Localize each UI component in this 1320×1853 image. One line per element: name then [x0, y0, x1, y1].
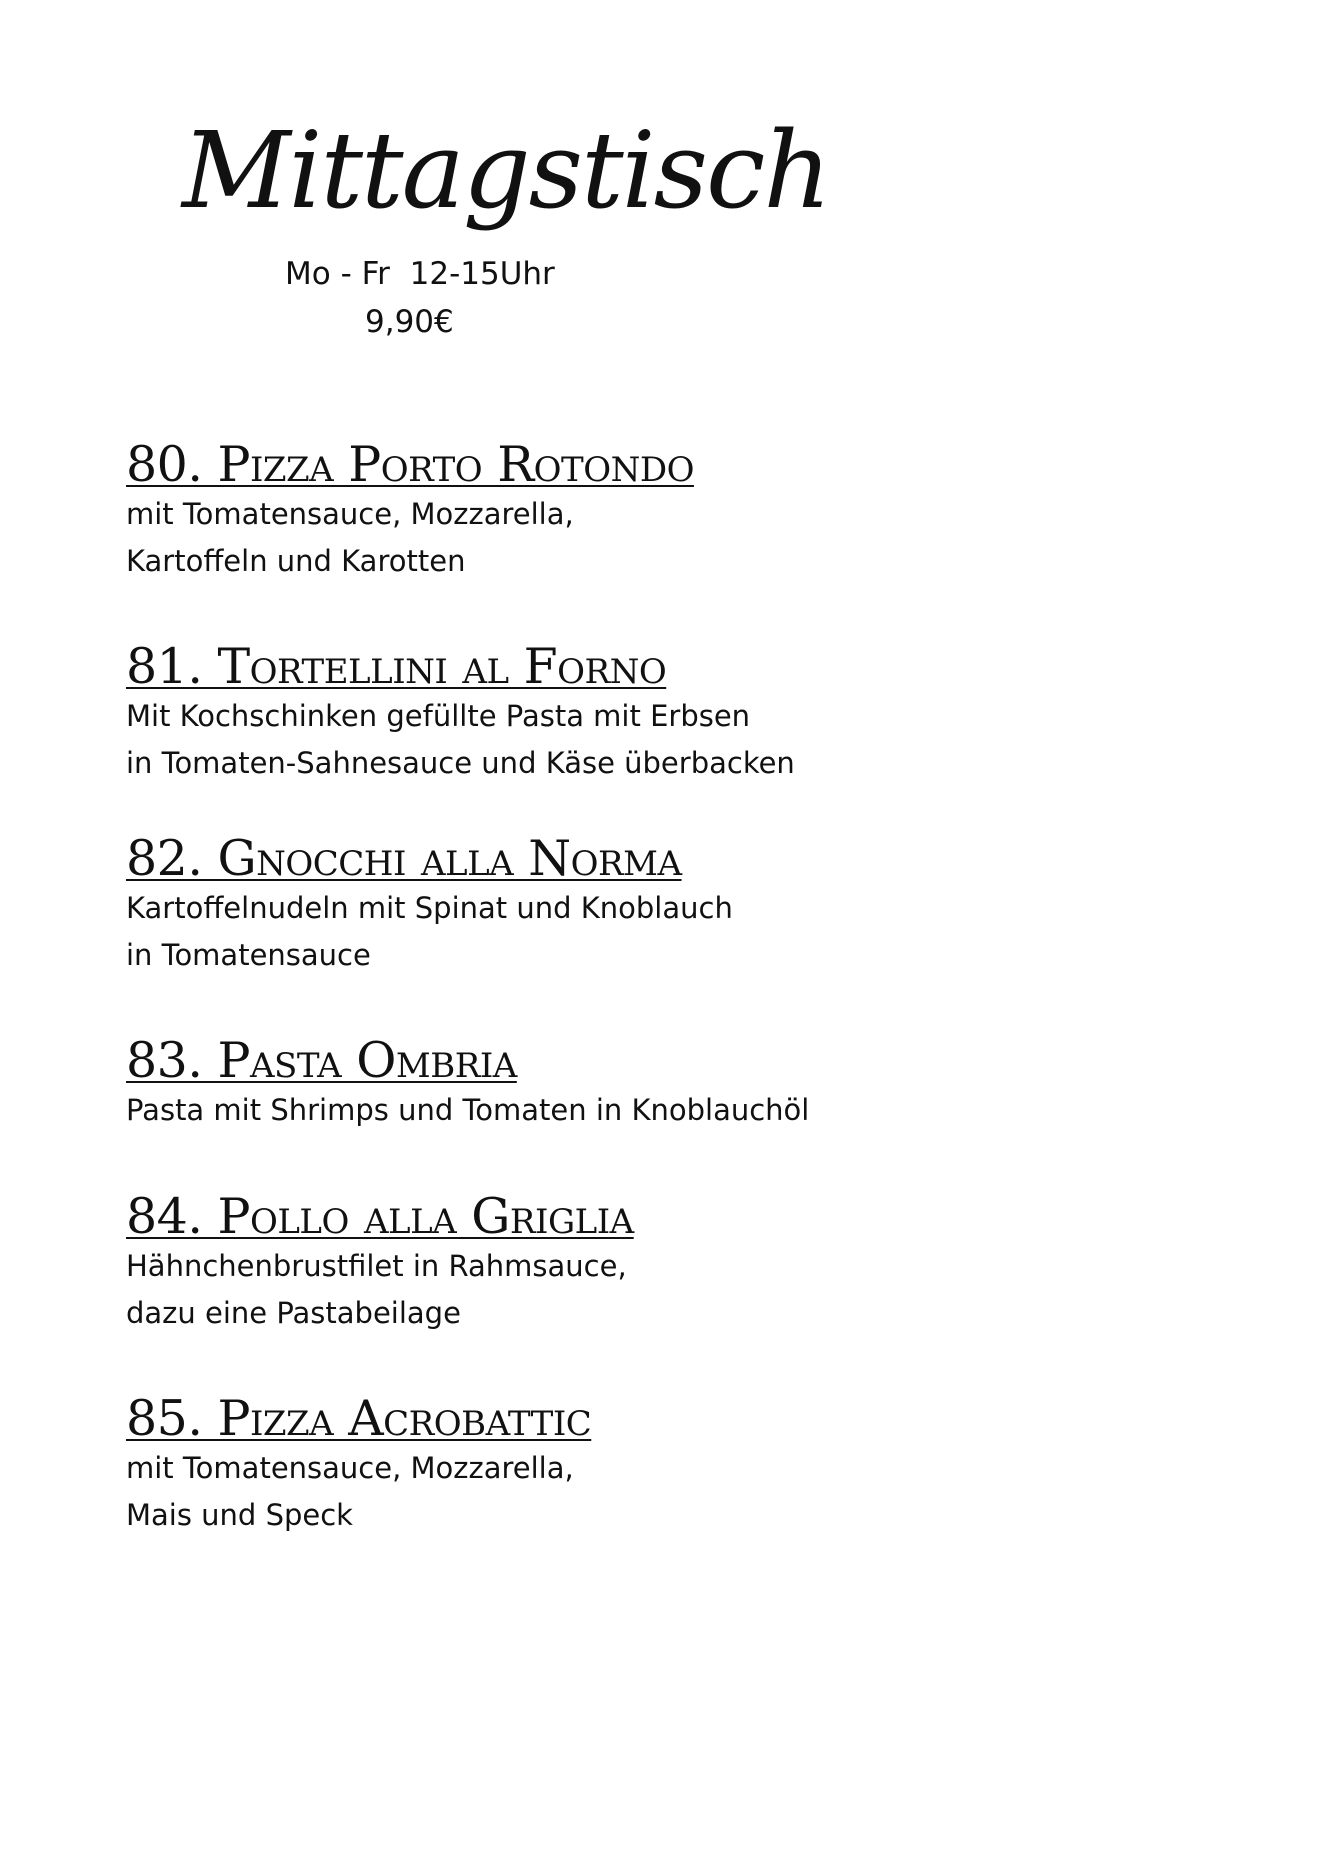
menu-item-title: 80. Pizza Porto Rotondo: [126, 436, 694, 493]
menu-item-title: 83. Pasta Ombria: [126, 1032, 517, 1089]
opening-hours: Mo - Fr 12-15Uhr: [285, 256, 555, 292]
menu-item-title: 84. Pollo alla Griglia: [126, 1188, 634, 1245]
menu-item-description: [126, 491, 1226, 585]
description-line: Mais und Speck: [126, 1498, 353, 1532]
description-line: Kartoffeln und Karotten: [126, 544, 466, 578]
description-line: mit Tomatensauce, Mozzarella,: [126, 497, 574, 531]
menu-item-description: [126, 1087, 1226, 1134]
description-line: dazu eine Pastabeilage: [126, 1296, 461, 1330]
menu-item-description: [126, 1445, 1226, 1539]
menu-item-title: 81. Tortellini al Forno: [126, 638, 667, 695]
description-line: Kartoffelnudeln mit Spinat und Knoblauch: [126, 891, 733, 925]
menu-item-title: 82. Gnocchi alla Norma: [126, 830, 682, 887]
description-line: Hähnchenbrustfilet in Rahmsauce,: [126, 1249, 627, 1283]
description-line: in Tomaten-Sahnesauce und Käse überbacken: [126, 746, 795, 780]
description-line: Pasta mit Shrimps und Tomaten in Knoblauchöl: [126, 1093, 810, 1127]
lunch-price: 9,90€: [365, 304, 454, 340]
menu-item-title: 85. Pizza Acrobattic: [126, 1390, 592, 1447]
menu-item-description: [126, 885, 1226, 979]
menu-item-description: [126, 693, 1226, 787]
menu-item: [126, 638, 1226, 787]
menu-item: [126, 1188, 1226, 1337]
menu-item: [126, 830, 1226, 979]
description-line: mit Tomatensauce, Mozzarella,: [126, 1451, 574, 1485]
menu-item: [126, 1390, 1226, 1539]
menu-item: [126, 1032, 1226, 1134]
page-title: Mittagstisch: [182, 109, 830, 232]
menu-item-description: [126, 1243, 1226, 1337]
description-line: Mit Kochschinken gefüllte Pasta mit Erbsen: [126, 699, 751, 733]
description-line: in Tomatensauce: [126, 938, 371, 972]
menu-item: [126, 436, 1226, 585]
